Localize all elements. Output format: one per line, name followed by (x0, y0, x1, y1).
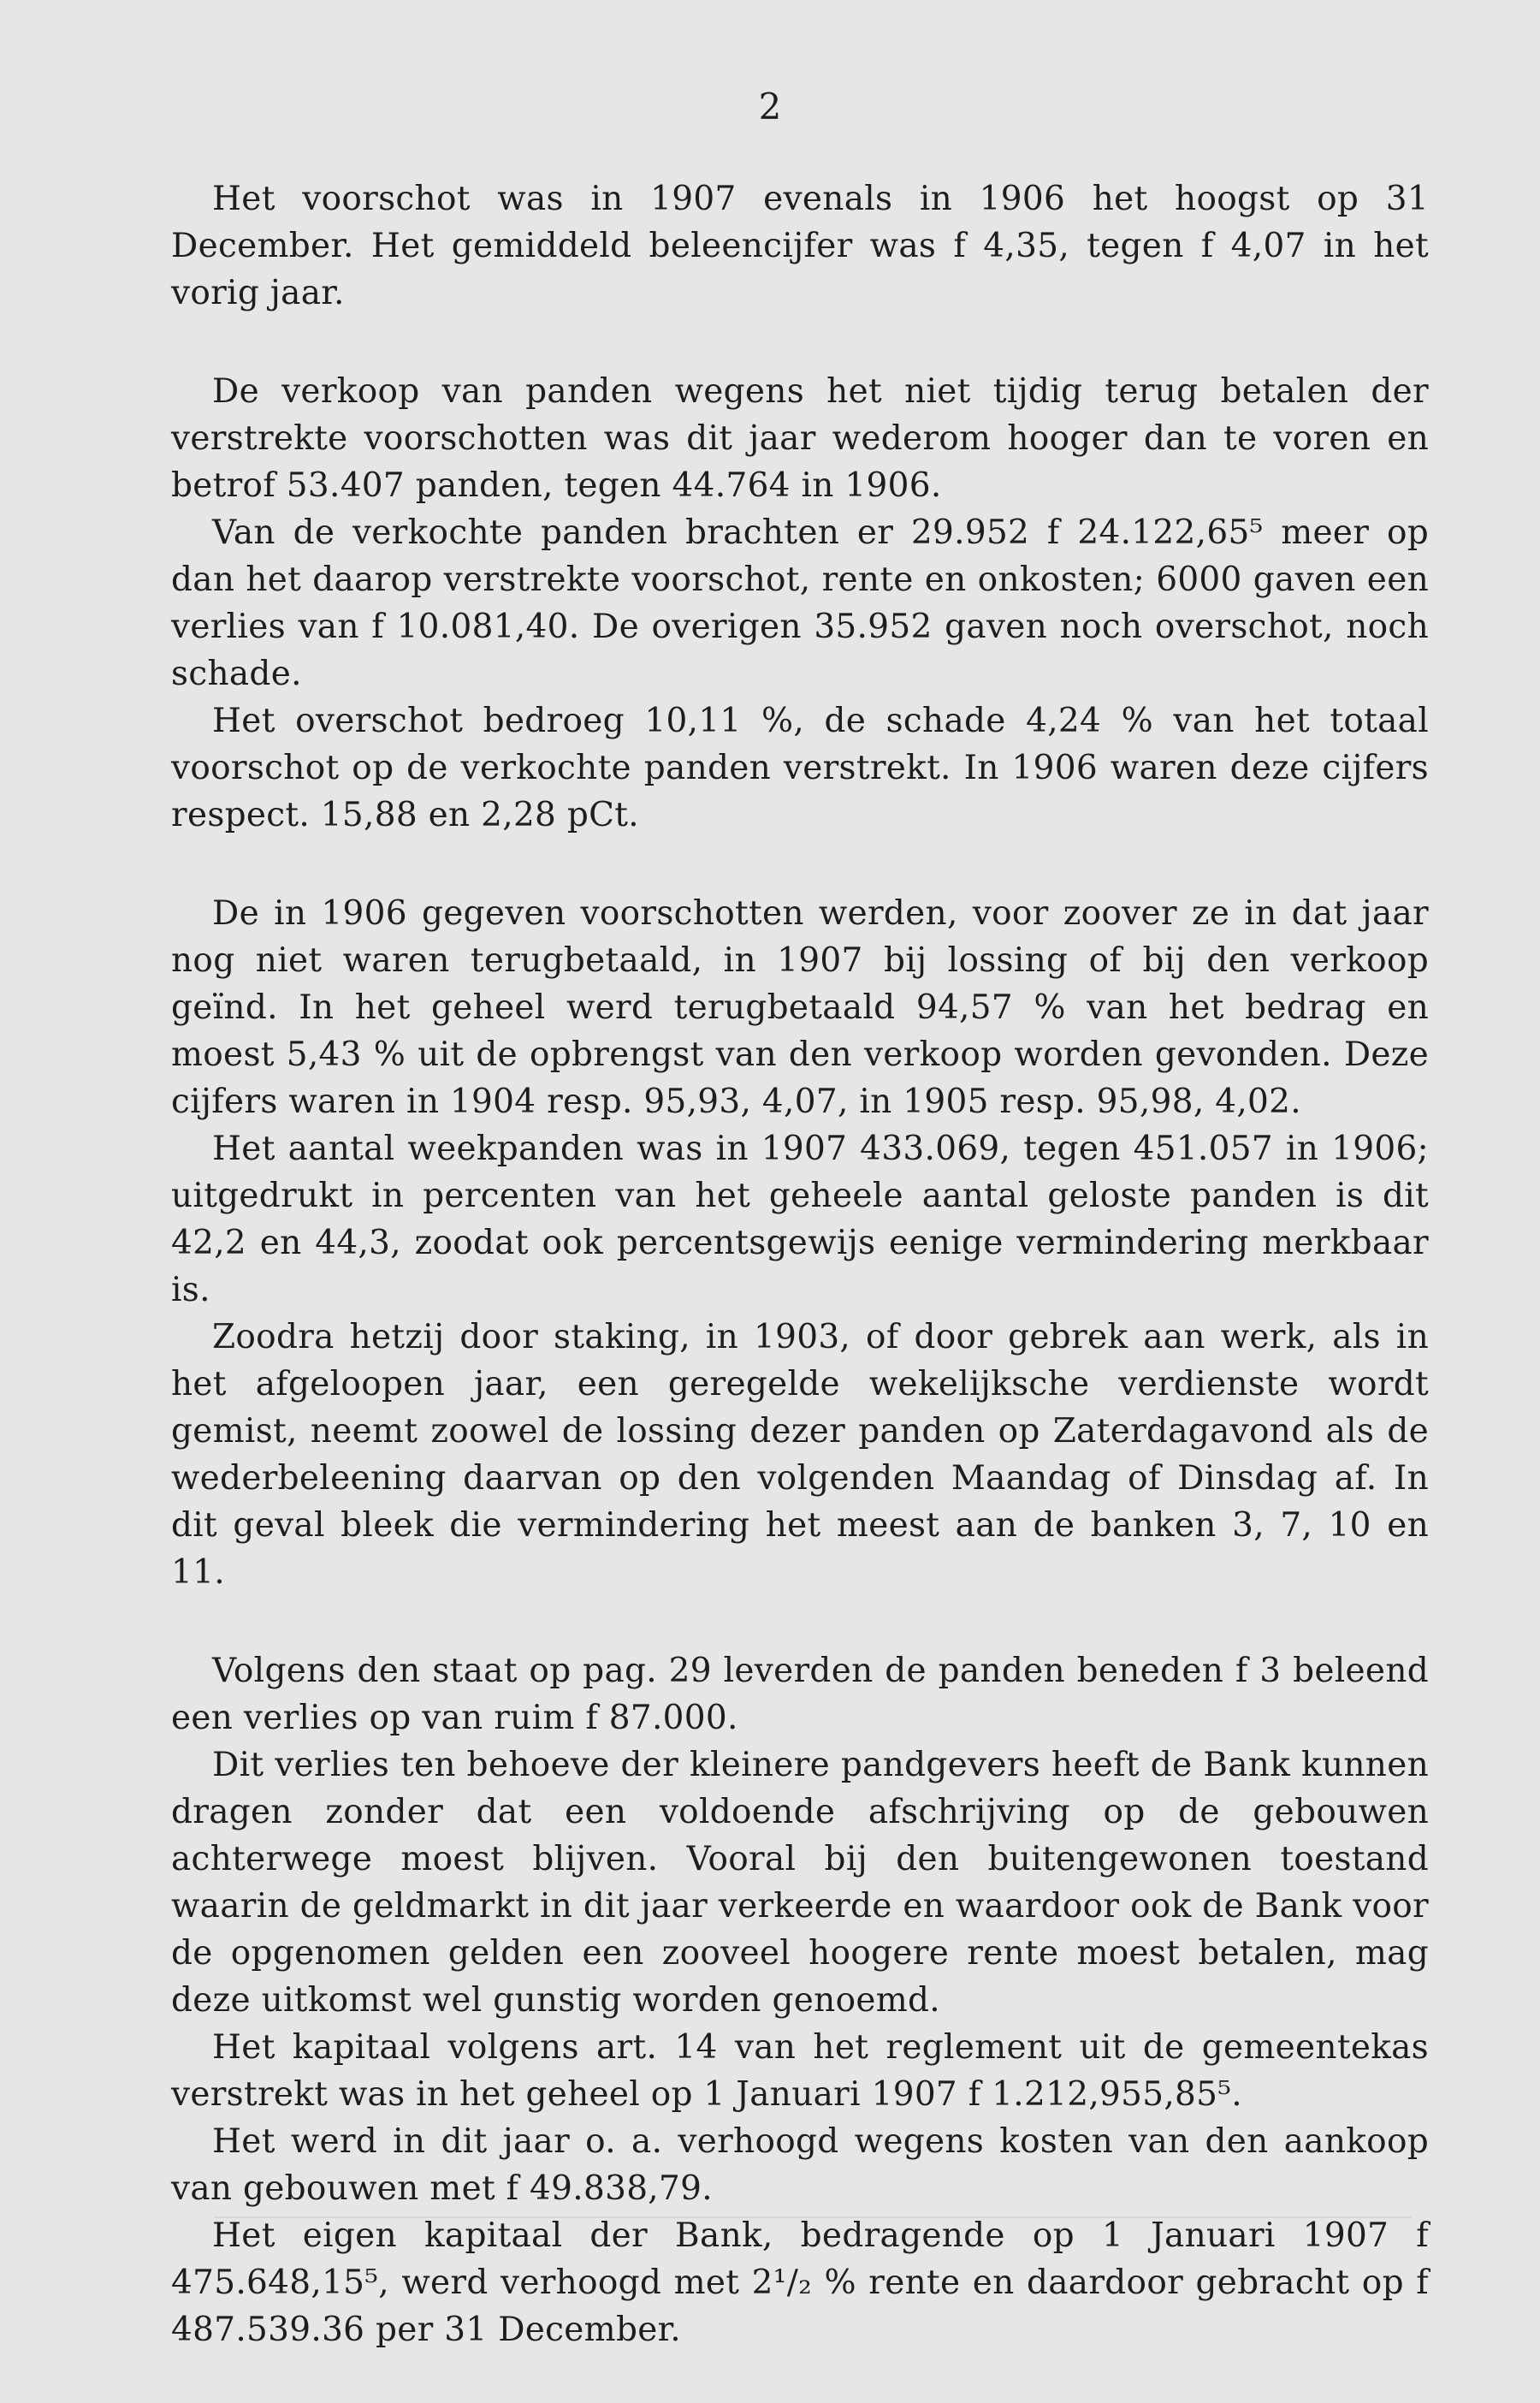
paragraph: Volgens den staat op pag. 29 leverden de panden beneden f 3 beleend een verlies op van ruim f 87.000. (171, 1652, 1429, 1737)
paragraph: Dit verlies ten behoeve der kleinere pandgevers heeft de Bank kunnen dragen zonder dat een voldoende afschrijving op de gebouwen achterwege moest blijven. Vooral bij den buitengewonen toestand waarin de geldmarkt in dit jaar verkeerde en waardoor ook de Bank voor de opgenomen gelden een zooveel hoogere rente moest betalen, mag deze uitkomst wel gunstig worden genoemd. (171, 1746, 1429, 2020)
paragraph-gap (171, 1596, 1429, 1647)
paragraph: Van de verkochte panden brachten er 29.952 f 24.122,65⁵ meer op dan het daarop verstrekte voorschot, rente en onkosten; 6000 gaven een verlies van f 10.081,40. De overigen 35.952 gaven noch overschot, noch schade. (171, 513, 1429, 693)
paragraph: Het eigen kapitaal der Bank, bedragende op 1 Januari 1907 f 475.648,15⁵, werd verhoogd met 2¹/₂ % rente en daardoor gebracht op f 487.539.36 per 31 December. (171, 2216, 1429, 2349)
page-number: 2 (758, 86, 782, 128)
show-through-from-reverse (214, 2216, 1412, 2338)
paragraph-gap (171, 839, 1429, 890)
paragraph-gap (171, 317, 1429, 368)
paragraph: Het kapitaal volgens art. 14 van het reglement uit de gemeentekas verstrekt was in het geheel op 1 Januari 1907 f 1.212,955,85⁵. (171, 2028, 1429, 2114)
paragraph: Het aantal weekpanden was in 1907 433.069, tegen 451.057 in 1906; uitgedrukt in percenten van het geheele aantal geloste panden is dit 42,2 en 44,3, zoodat ook percentsgewijs eenige vermindering merkbaar is. (171, 1130, 1429, 1309)
paragraph: Het voorschot was in 1907 evenals in 1906 het hoogst op 31 December. Het gemiddeld beleencijfer was f 4,35, tegen f 4,07 in het vorig jaar. (171, 180, 1429, 312)
body-text (171, 175, 1429, 2353)
paragraph: Zoodra hetzij door staking, in 1903, of door gebrek aan werk, als in het afgeloopen jaar, een geregelde wekelijksche verdienste wordt gemist, neemt zoowel de lossing dezer panden op Zaterdagavond als de wederbeleening daarvan op den volgenden Maandag of Dinsdag af. In dit geval bleek die vermindering het meest aan de banken 3, 7, 10 en 11. (171, 1318, 1429, 1592)
paragraph: De in 1906 gegeven voorschotten werden, voor zoover ze in dat jaar nog niet waren terugbetaald, in 1907 bij lossing of bij den verkoop geïnd. In het geheel werd terugbetaald 94,57 % van het bedrag en moest 5,43 % uit de opbrengst van den verkoop worden gevonden. Deze cijfers waren in 1904 resp. 95,93, 4,07, in 1905 resp. 95,98, 4,02. (171, 894, 1429, 1121)
paragraph: De verkoop van panden wegens het niet tijdig terug betalen der verstrekte voorschotten was dit jaar wederom hooger dan te voren en betrof 53.407 panden, tegen 44.764 in 1906. (171, 372, 1429, 505)
paragraph: Het overschot bedroeg 10,11 %, de schade 4,24 % van het totaal voorschot op de verkochte panden verstrekt. In 1906 waren deze cijfers respect. 15,88 en 2,28 pCt. (171, 702, 1429, 834)
paragraph: Het werd in dit jaar o. a. verhoogd wegens kosten van den aankoop van gebouwen met f 49.838,79. (171, 2122, 1429, 2208)
